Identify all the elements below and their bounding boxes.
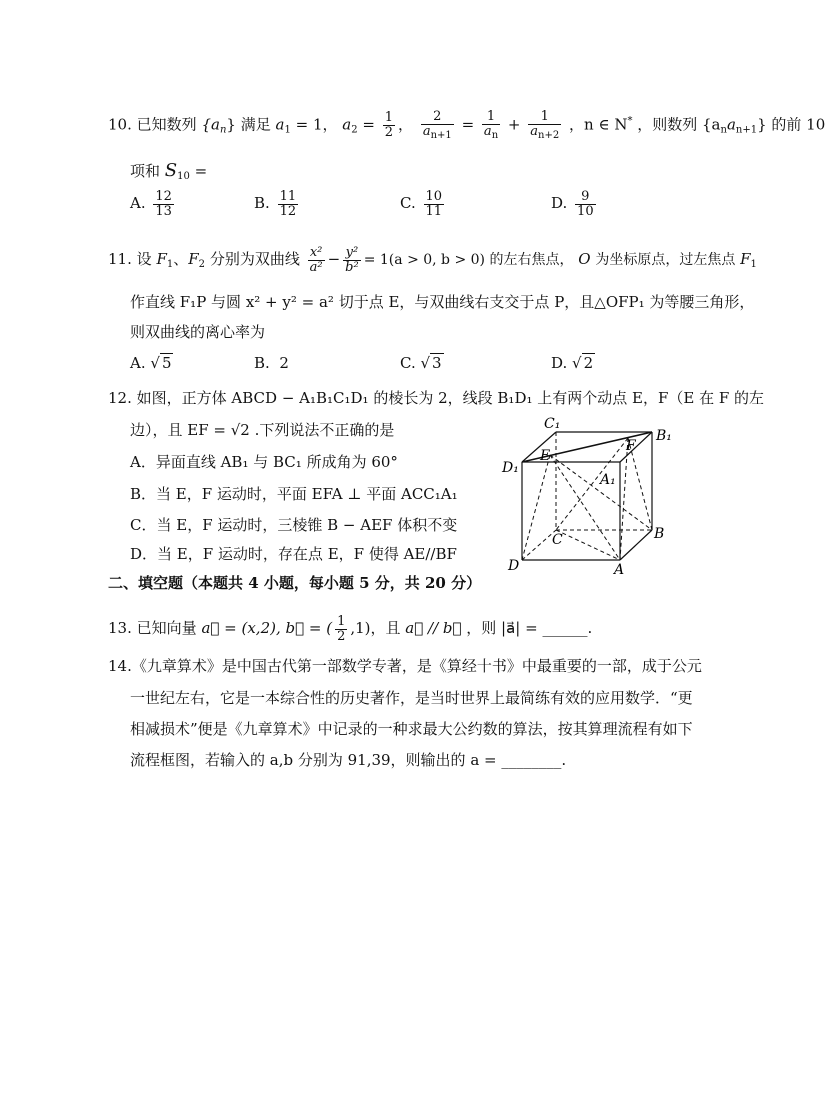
- q10-rec-r2: $\frac{1}{a_{n+2}}$: [530, 109, 560, 141]
- q10-a1: a: [275, 115, 285, 134]
- section-2-heading: 二、填空题（本题共 4 小题，每小题 5 分，共 20 分）: [108, 574, 482, 592]
- line-ed: [522, 455, 550, 560]
- label-c1: C₁: [544, 416, 561, 432]
- q10-tail: ，则数列 {a: [637, 115, 721, 134]
- label-a: A: [614, 562, 625, 578]
- cube-figure: [500, 414, 700, 578]
- label-c: C: [552, 532, 563, 548]
- label-b1: B₁: [656, 428, 672, 444]
- q10-a1-eq: = 1，: [295, 115, 338, 134]
- q10-domain-sup: *: [627, 115, 633, 127]
- label-d1: D₁: [502, 460, 519, 476]
- edge-a1b1: [620, 432, 652, 462]
- q14-line3: 相减损术”便是《九章算术》中记录的一种求最大公约数的算法，按其算理流程有如下: [130, 720, 693, 738]
- line-eb: [550, 455, 652, 530]
- q11-line2: 作直线 F₁P 与圆 x² + y² = a² 切于点 E，与双曲线右支交于点 P，且△OFP₁ 为等腰三角形，: [130, 293, 755, 311]
- q10-line2: 项和 $S_{10}$ =: [130, 160, 208, 182]
- q10-rec-eq: =: [461, 115, 475, 134]
- edge-dc: [522, 530, 556, 560]
- q13-number: 13.: [108, 619, 132, 638]
- q12-line2: 边），且 EF = √2 .下列说法不正确的是: [130, 421, 395, 439]
- q13-answer-blank[interactable]: ______.: [542, 619, 593, 638]
- q10-line2-text: 项和: [130, 162, 161, 180]
- q11-line1: 11. 设 $F_1$、$F_2$ 分别为双曲线 $\frac{\text{x²}}{\text{a²}}$ − $\frac{\text{y²}}{\text{b²}}$ = 1(a > 0, b > 0) 的左右焦点， O 为坐标原点，过左焦点 $F_1$: [108, 245, 757, 275]
- q10-domain: ，n ∈ N: [569, 115, 628, 134]
- q10-number: 10.: [108, 115, 132, 134]
- q10-option-a[interactable]: A. $\frac{12}{13}$: [130, 189, 172, 219]
- q10-s10: S: [164, 160, 178, 181]
- q14-number: 14.: [108, 657, 132, 675]
- q10-cond: 满足: [240, 115, 271, 134]
- q13-line: 13. 已知向量 a⃗ = (x,2), b⃗ = ( $\frac{1}{2}$ ,1)，且 a⃗ // b⃗ ，则 |a⃗| = ______.: [108, 614, 593, 644]
- q10-option-c[interactable]: C. $\frac{10}{11}$: [400, 189, 443, 219]
- q10-seq-sub: n: [219, 124, 227, 136]
- q12-line1: 12. 如图，正方体 ABCD − A₁B₁C₁D₁ 的棱长为 2，线段 B₁D₁ 上有两个动点 E，F（E 在 F 的左: [108, 389, 765, 407]
- q10-line1: 10. 已知数列 $\{a_n\}$ 满足 $a_1 = 1$， $a_2$ = $\frac{1}{2}$ ， $\frac{2}{a_{n+1}}$ = $\frac{1}{a_n}$ + $\frac{1}{a_{n+2}}$ ，n ∈ N* ，则数列 $\{a_na_{n+1}\}$ 的前 10: [108, 109, 825, 141]
- q10-option-b[interactable]: B. $\frac{11}{12}$: [254, 189, 297, 219]
- edge-ab: [620, 530, 652, 560]
- q10-a2-eq: =: [362, 115, 375, 134]
- q11-number: 11.: [108, 250, 132, 269]
- q11-option-a[interactable]: A. √ 5: [130, 354, 172, 372]
- label-b: B: [654, 526, 665, 542]
- q12-option-a[interactable]: A．异面直线 AB₁ 与 BC₁ 所成角为 60°: [130, 453, 398, 471]
- label-f: F: [626, 438, 636, 454]
- q14-line1: 14.《九章算术》是中国古代第一部数学专著，是《算经十书》中最重要的一部，成于公元: [108, 657, 702, 675]
- q12-option-c[interactable]: C．当 E，F 运动时，三棱锥 B − AEF 体积不变: [130, 516, 458, 534]
- q11-option-b[interactable]: B. 2: [254, 354, 289, 372]
- q12-option-d[interactable]: D．当 E，F 运动时，存在点 E，F 使得 AE//BF: [130, 545, 457, 563]
- q10-tail-end: } 的前 10: [757, 115, 825, 134]
- q10-stem: 已知数列: [136, 115, 197, 134]
- q11-option-d[interactable]: D. √ 2: [551, 354, 594, 372]
- label-d: D: [508, 558, 520, 574]
- q10-rec-plus: +: [507, 115, 521, 134]
- q12-number: 12.: [108, 389, 132, 407]
- q14-line4: 流程框图，若输入的 a,b 分别为 91,39，则输出的 a = ________.: [130, 751, 567, 769]
- q14-line2: 一世纪左右，它是一本综合性的历史著作，是当时世界上最简练有效的应用数学．“更: [130, 689, 693, 707]
- label-e: E: [540, 448, 551, 464]
- q11-option-c[interactable]: C. √ 3: [400, 354, 442, 372]
- q10-half-frac: $\frac{1}{2}$: [384, 110, 394, 141]
- q12-option-b[interactable]: B．当 E，F 运动时，平面 EFA ⊥ 平面 ACC₁A₁: [130, 485, 458, 503]
- q10-rec-lhs: $\frac{2}{a_{n+1}}$: [422, 109, 452, 141]
- q10-rec-r1: $\frac{1}{a_n}$: [483, 109, 499, 141]
- q11-line3: 则双曲线的离心率为: [130, 323, 266, 341]
- q10-seq: {a: [201, 115, 220, 134]
- label-a1: A₁: [600, 472, 616, 488]
- q10-option-d[interactable]: D. $\frac{9}{10}$: [551, 189, 594, 219]
- q10-seq-end: }: [226, 115, 236, 134]
